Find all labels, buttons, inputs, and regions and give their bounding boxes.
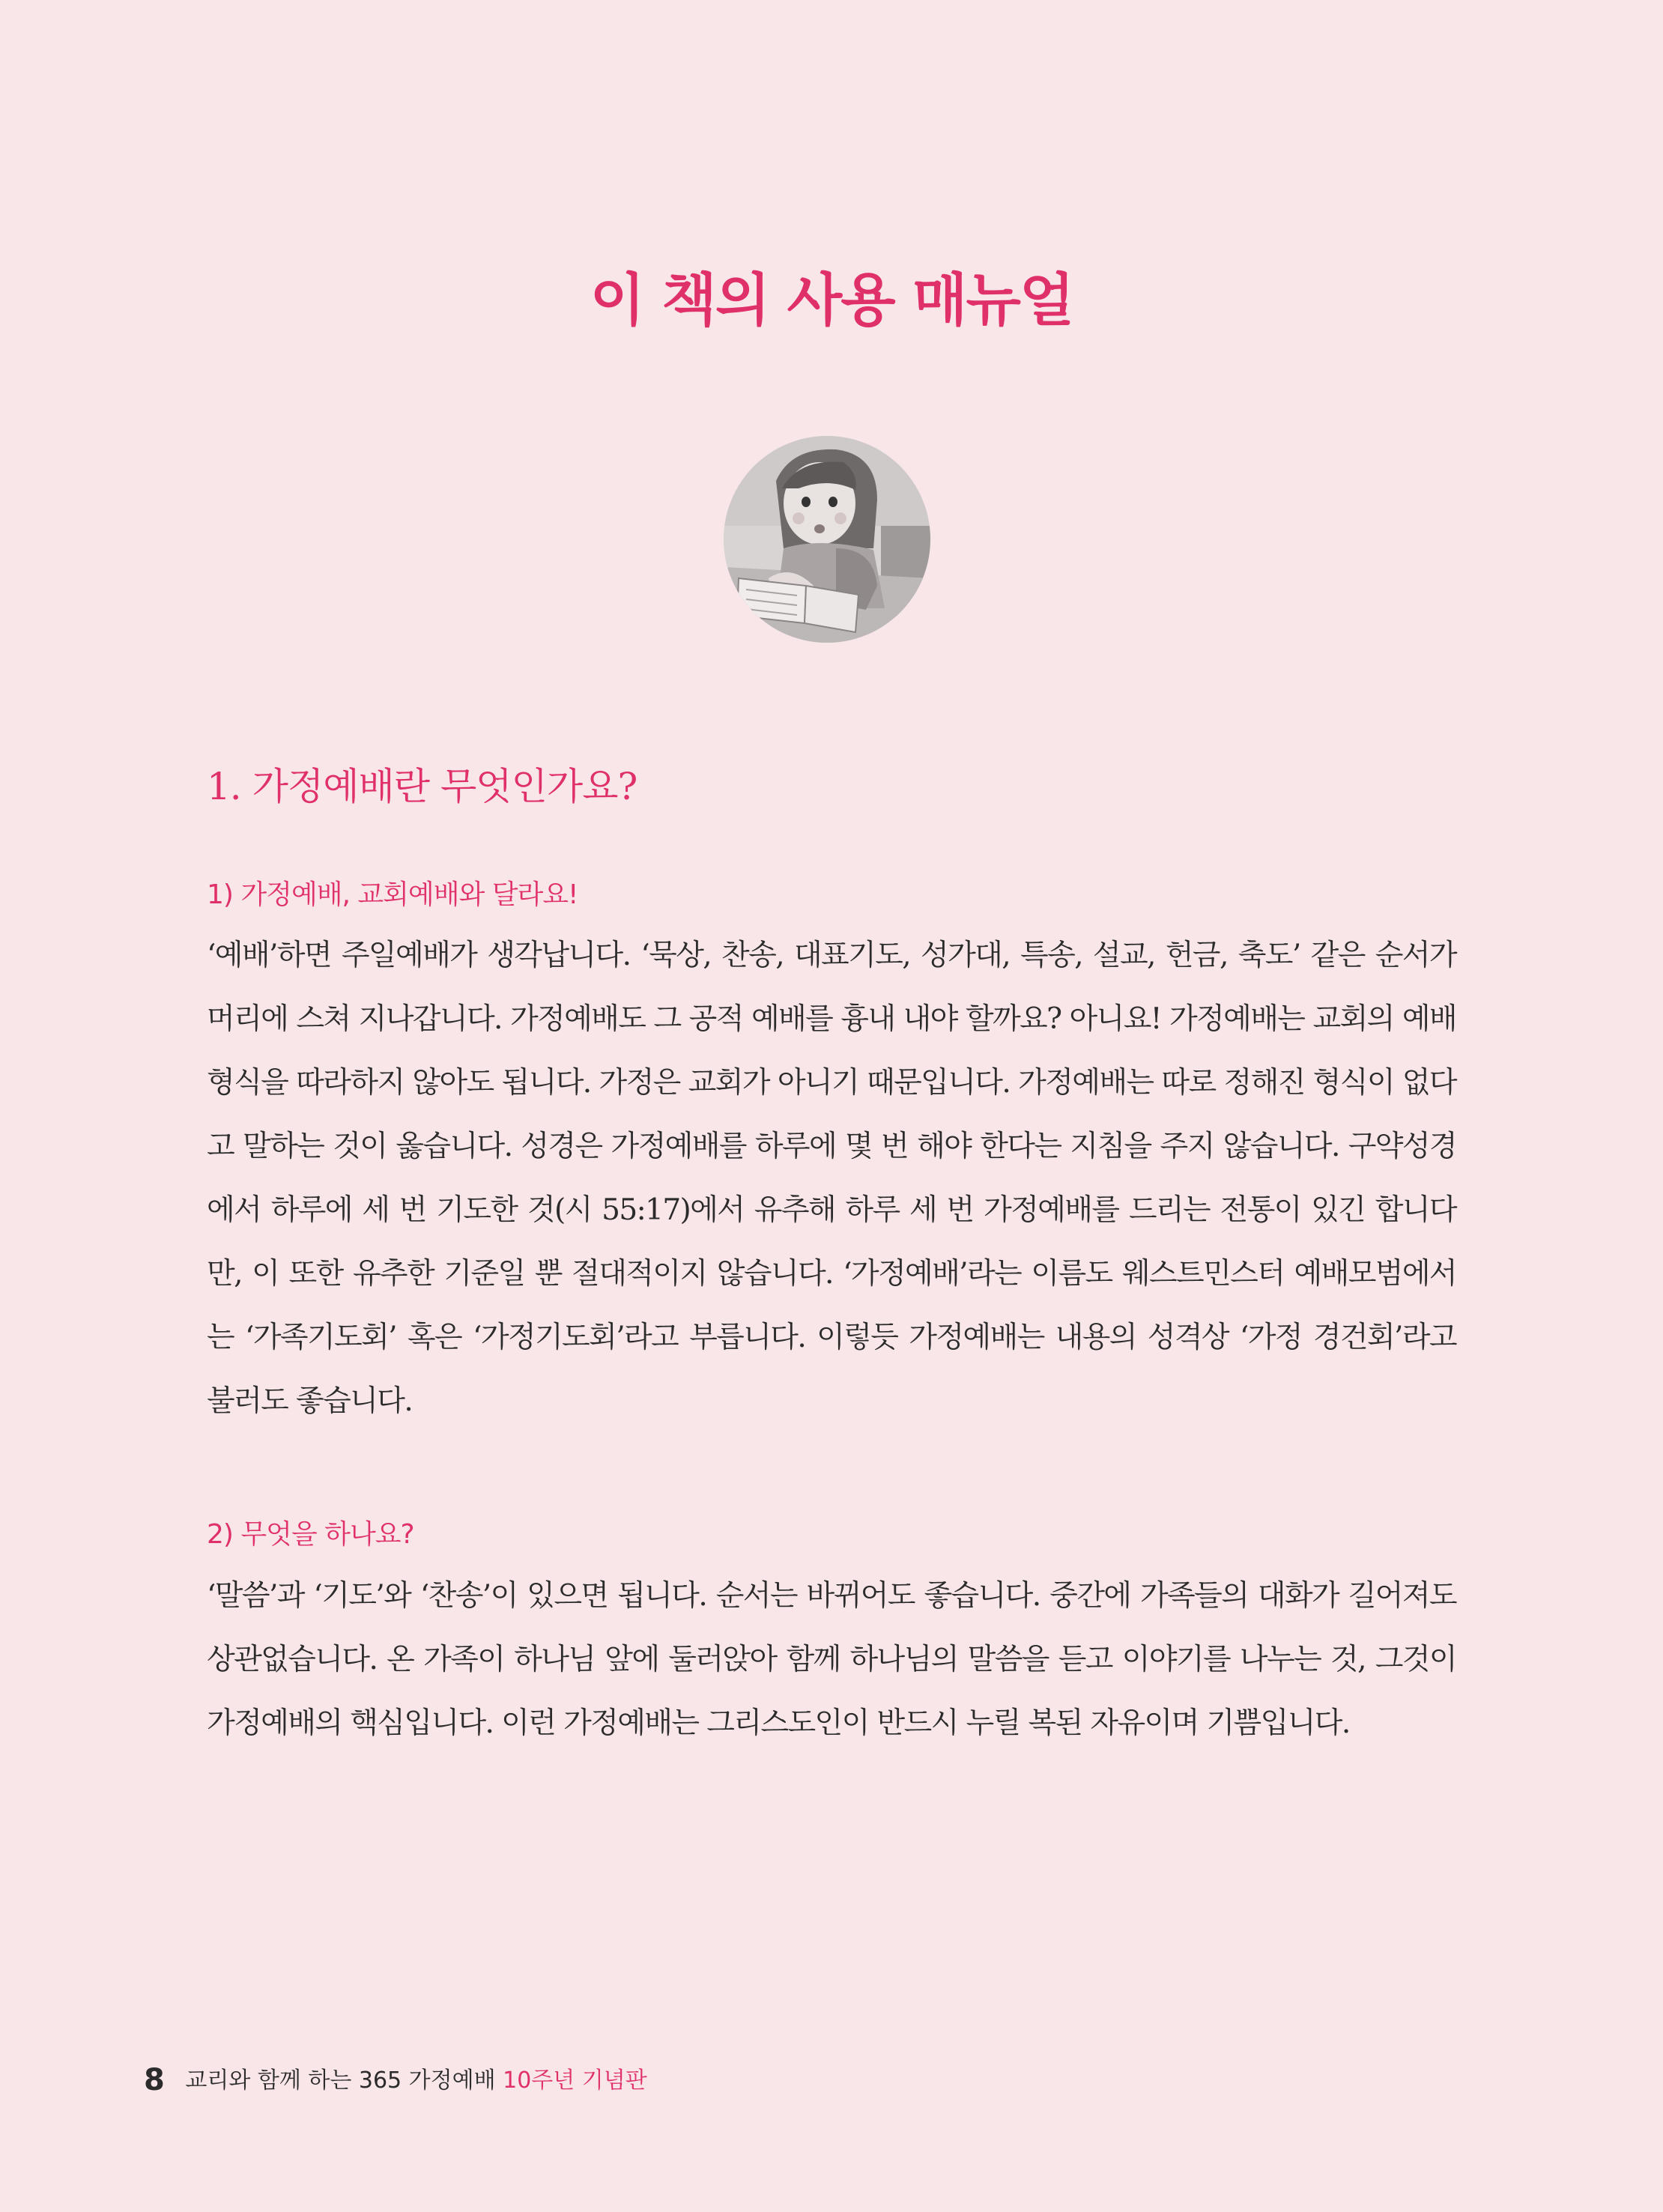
girl-reading-book-illustration xyxy=(724,436,930,643)
subsection-heading-1: 1) 가정예배, 교회예배와 달라요! xyxy=(207,879,578,910)
paragraph-2: ‘말씀’과 ‘기도’와 ‘찬송’이 있으면 됩니다. 순서는 바뀌어도 좋습니다. 중간에 가족들의 대화가 길어져도 상관없습니다. 온 가족이 하나님 앞에 둘러앉아 함께 하나님의 말씀을 듣고 이야기를 나누는 것, 그것이 가정예배의 핵심입니다. 이런 가정예배는 그리스도인이 반드시 누릴 복된 자유이며 기쁨입니다. xyxy=(207,1579,1456,1740)
footer-edition: 10주년 기념판 xyxy=(503,2067,647,2094)
subsection-heading-2: 2) 무엇을 하나요? xyxy=(207,1519,414,1550)
page-title: 이 책의 사용 매뉴얼 xyxy=(590,267,1073,333)
section-heading: 1. 가정예배란 무엇인가요? xyxy=(207,765,637,808)
footer-book-title: 교리와 함께 하는 365 가정예배 xyxy=(185,2067,496,2094)
paragraph-1: ‘예배’하면 주일예배가 생각납니다. ‘묵상, 찬송, 대표기도, 성가대, 특송, 설교, 헌금, 축도’ 같은 순서가 머리에 스쳐 지나갑니다. 가정예배도 그 공적 예배를 흉내 내야 할까요? 아니요! 가정예배는 교회의 예배 형식을 따라하지 않아도 됩니다. 가정은 교회가 아니기 때문입니다. 가정예배는 따로 정해진 형식이 없다고 말하는 것이 옳습니다. 성경은 가정예배를 하루에 몇 번 해야 한다는 지침을 주지 않습니다. 구약성경에서 하루에 세 번 기도한 것(시 55:17)에서 유추해 하루 세 번 가정예배를 드리는 전통이 있긴 합니다만, 이 또한 유추한 기준일 뿐 절대적이지 않습니다. ‘가정예배’라는 이름도 웨스트민스터 예배모범에서는 ‘가족기도회’ 혹은 ‘가정기도회’라고 부릅니다. 이렇듯 가정예배는 내용의 성격상 ‘가정 경건회’라고 불러도 좋습니다. xyxy=(207,939,1456,1418)
page-footer xyxy=(144,2061,647,2097)
page-number: 8 xyxy=(144,2063,165,2097)
